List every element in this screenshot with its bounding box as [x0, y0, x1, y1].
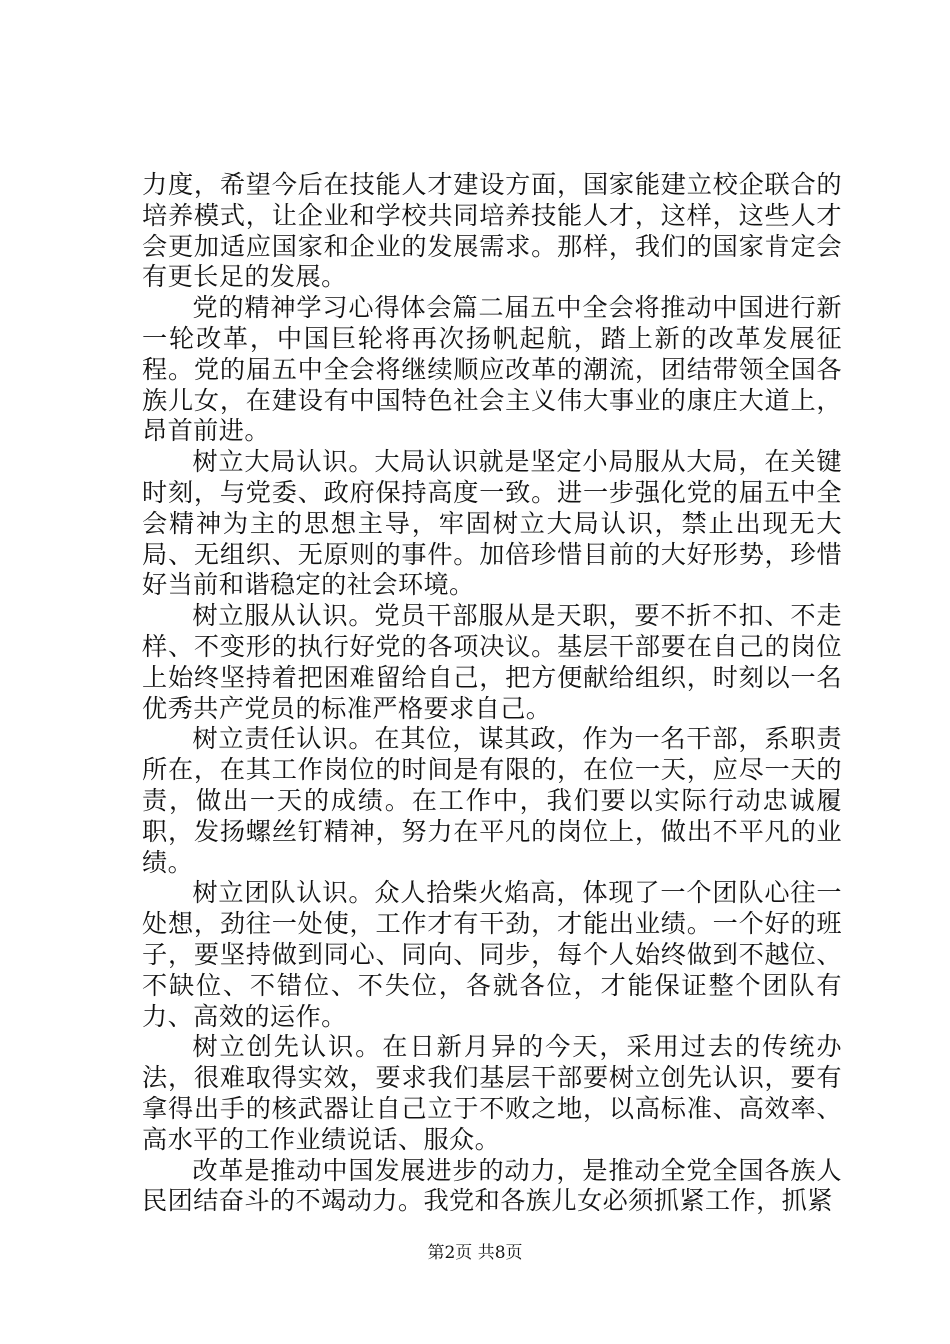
document-body	[142, 170, 842, 1217]
paragraph-responsibility-awareness: 树立责任认识。在其位，谋其政，作为一名干部，系职责所在，在其工作岗位的时间是有限的，在位一天，应尽一天的责，做出一天的成绩。在工作中，我们要以实际行动忠诚履职，发扬螺丝钉精神，努力在平凡的岗位上，做出不平凡的业绩。	[142, 724, 842, 877]
paragraph-reform-driving-force: 改革是推动中国发展进步的动力，是推动全党全国各族人民团结奋斗的不竭动力。我党和各族儿女必须抓紧工作，抓紧	[142, 1155, 842, 1216]
paragraph-party-spirit-intro: 党的精神学习心得体会篇二届五中全会将推动中国进行新一轮改革，中国巨轮将再次扬帆起航，踏上新的改革发展征程。党的届五中全会将继续顺应改革的潮流，团结带领全国各族儿女，在建设有中国特色社会主义伟大事业的康庄大道上，昂首前进。	[142, 293, 842, 446]
paragraph-innovation-awareness: 树立创先认识。在日新月异的今天，采用过去的传统办法，很难取得实效，要求我们基层干部要树立创先认识，要有拿得出手的核武器让自己立于不败之地，以高标准、高效率、高水平的工作业绩说话、服众。	[142, 1032, 842, 1154]
paragraph-team-awareness: 树立团队认识。众人拾柴火焰高，体现了一个团队心往一处想，劲往一处使，工作才有干劲，才能出业绩。一个好的班子，要坚持做到同心、同向、同步，每个人始终做到不越位、不缺位、不错位、不失位，各就各位，才能保证整个团队有力、高效的运作。	[142, 878, 842, 1031]
paragraph-continuation: 力度，希望今后在技能人才建设方面，国家能建立校企联合的培养模式，让企业和学校共同培养技能人才，这样，这些人才会更加适应国家和企业的发展需求。那样，我们的国家肯定会有更长足的发展。	[142, 170, 842, 292]
paragraph-obedience-awareness: 树立服从认识。党员干部服从是天职，要不折不扣、不走样、不变形的执行好党的各项决议。基层干部要在自己的岗位上始终坚持着把困难留给自己，把方便献给组织，时刻以一名优秀共产党员的标准严格要求自己。	[142, 601, 842, 723]
paragraph-overall-awareness: 树立大局认识。大局认识就是坚定小局服从大局，在关键时刻，与党委、政府保持高度一致。进一步强化党的届五中全会精神为主的思想主导，牢固树立大局认识，禁止出现无大局、无组织、无原则的事件。加倍珍惜目前的大好形势，珍惜好当前和谐稳定的社会环境。	[142, 447, 842, 600]
page-number-footer: 第2页 共8页	[427, 1243, 523, 1263]
